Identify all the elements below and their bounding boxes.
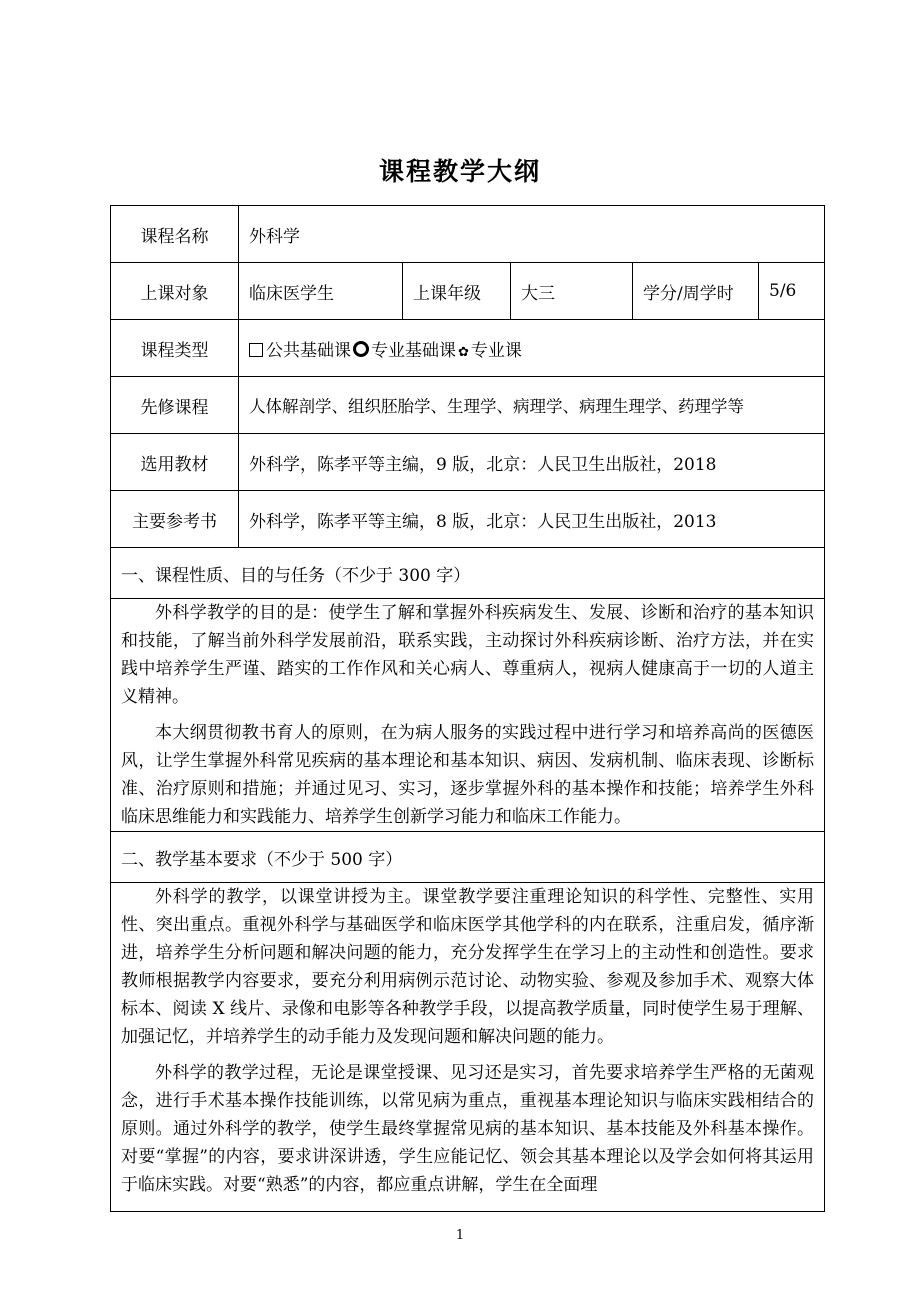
row-audience — [111, 263, 825, 320]
credit-value: 5/6 — [759, 263, 825, 320]
page-title: 课程教学大纲 — [378, 157, 541, 186]
radio-selected-icon — [353, 341, 369, 357]
row-reference — [111, 491, 825, 548]
section2-clipped-area — [121, 1059, 814, 1211]
row-course-type — [111, 320, 825, 377]
page-number: 1 — [455, 1228, 465, 1243]
section2-paragraph: 外科学的教学过程，无论是课堂授课、见习还是实习，首先要求培养学生严格的无菌观念，进行手术基本操作技能训练，以常见病为重点，重视基本理论知识与临床实践相结合的原则。通过外科学的教学，使学生最终掌握常见病的基本知识、基本技能及外科基本操作。对要“掌握”的内容，要求讲深讲透，学生应能记忆、领会其基本理论以及学会如何将其运用于临床实践。对要“熟悉”的内容，都应重点讲解，学生在全面理 — [121, 1063, 815, 1195]
row-prerequisites — [111, 377, 825, 434]
audience-label: 上课对象 — [111, 263, 239, 320]
audience-value: 临床医学生 — [239, 263, 403, 320]
grade-label: 上课年级 — [403, 263, 511, 320]
section2-heading: 二、教学基本要求（不少于 500 字） — [111, 832, 825, 883]
type-option-professional-basic: 专业基础课 — [371, 340, 456, 361]
flower-bullet-icon: ✿ — [458, 344, 469, 360]
textbook-label: 选用教材 — [111, 434, 239, 491]
course-name-label: 课程名称 — [111, 206, 239, 263]
section1-body — [111, 599, 825, 832]
prereq-value: 人体解剖学、组织胚胎学、生理学、病理学、病理生理学、药理学等 — [239, 377, 825, 434]
section1-paragraph: 外科学教学的目的是：使学生了解和掌握外科疾病发生、发展、诊断和治疗的基本知识和技能，了解当前外科学发展前沿，联系实践，主动探讨外科疾病诊断、治疗方法，并在实践中培养学生严谨、踏实的工作作风和关心病人、尊重病人，视病人健康高于一切的人道主义精神。 — [121, 603, 815, 707]
section1-heading: 一、课程性质、目的与任务（不少于 300 字） — [111, 548, 825, 599]
textbook-value: 外科学，陈孝平等主编，9 版，北京：人民卫生出版社，2018 — [239, 434, 825, 491]
row-course-name — [111, 206, 825, 263]
row-section1-heading — [111, 548, 825, 599]
course-type-label: 课程类型 — [111, 320, 239, 377]
type-option-professional: 专业课 — [470, 340, 522, 361]
prereq-label: 先修课程 — [111, 377, 239, 434]
course-name-value: 外科学 — [239, 206, 825, 263]
reference-value: 外科学，陈孝平等主编，8 版，北京：人民卫生出版社，2013 — [239, 491, 825, 548]
reference-label: 主要参考书 — [111, 491, 239, 548]
row-textbook — [111, 434, 825, 491]
row-section2-body — [111, 883, 825, 1212]
syllabus-table — [110, 205, 825, 1212]
section1-paragraph: 本大纲贯彻教书育人的原则，在为病人服务的实践过程中进行学习和培养高尚的医德医风，让学生掌握外科常见疾病的基本理论和基本知识、病因、发病机制、临床表现、诊断标准、治疗原则和措施；并通过见习、实习，逐步掌握外科的基本操作和技能；培养学生外科临床思维能力和实践能力、培养学生创新学习能力和临床工作能力。 — [121, 723, 815, 827]
row-section1-body — [111, 599, 825, 832]
checkbox-empty-icon — [249, 343, 263, 357]
section2-paragraph: 外科学的教学，以课堂讲授为主。课堂教学要注重理论知识的科学性、完整性、实用性、突出重点。重视外科学与基础医学和临床医学其他学科的内在联系，注重启发，循序渐进，培养学生分析问题和解决问题的能力，充分发挥学生在学习上的主动性和创造性。要求教师根据教学内容要求，要充分利用病例示范讨论、动物实验、参观及参加手术、观察大体标本、阅读 X 线片、录像和电影等各种教学手段，以提高教学质量，同时使学生易于理解、加强记忆，并培养学生的动手能力及发现问题和解决问题的能力。 — [121, 887, 815, 1047]
section2-body — [111, 883, 825, 1212]
row-section2-heading — [111, 832, 825, 883]
grade-value: 大三 — [511, 263, 633, 320]
credit-label: 学分/周学时 — [633, 263, 759, 320]
type-option-public: 公共基础课 — [266, 340, 351, 361]
course-type-options — [239, 320, 825, 377]
